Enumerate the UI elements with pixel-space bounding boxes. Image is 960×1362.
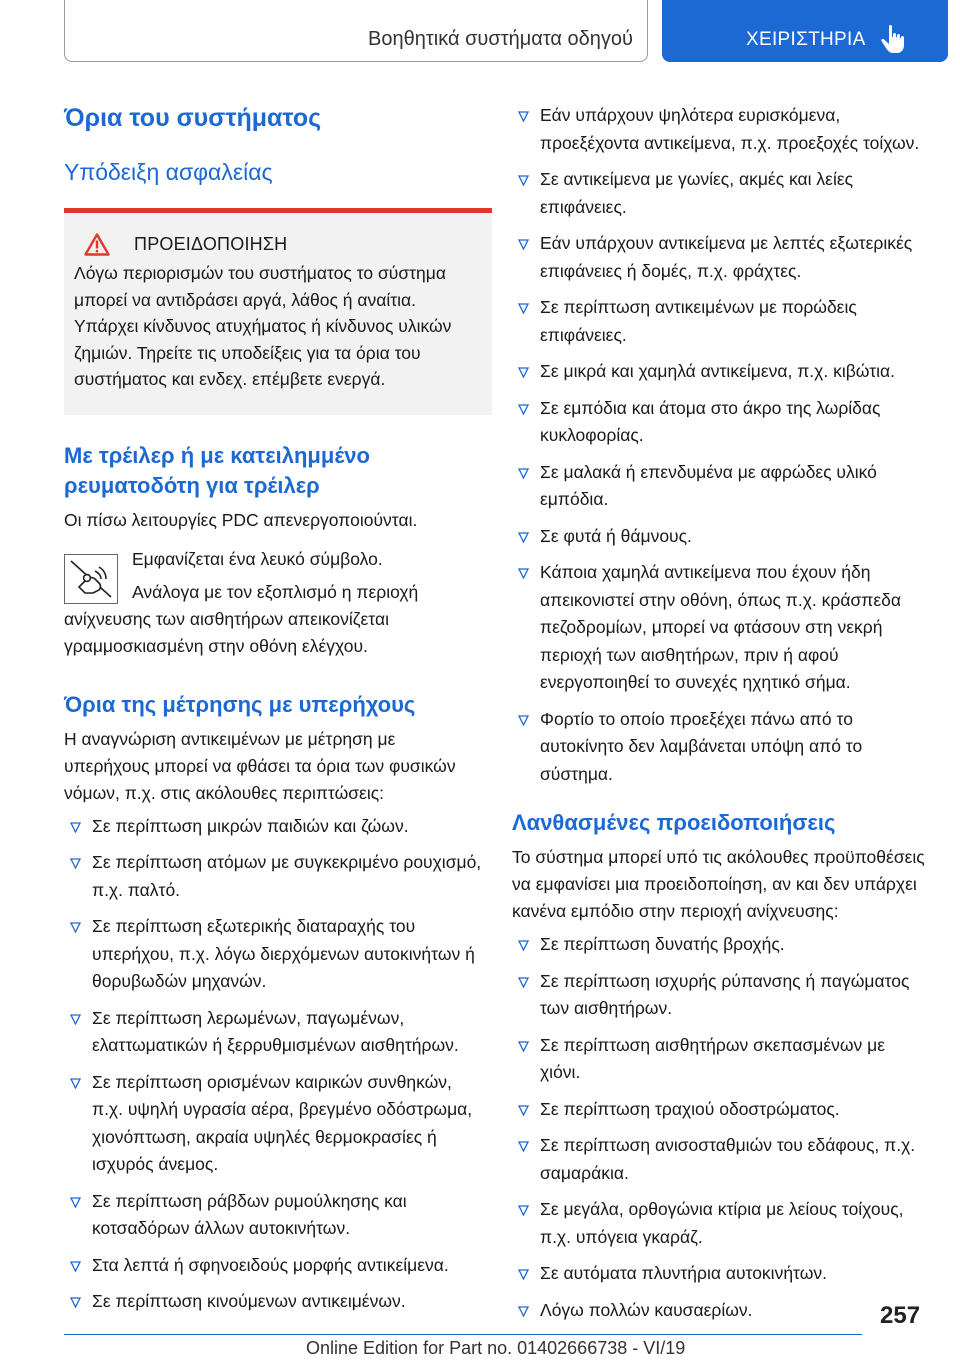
list-item <box>64 1188 482 1243</box>
ultrasound-intro: Η αναγνώριση αντικειμένων με μέτρηση με υπερήχους μπορεί να φθάσει τα όρια των φυσικών νόμων, π.χ. στις ακόλουθες περιπτώσεις: <box>64 728 456 803</box>
list-item-text: Σε αυτόματα πλυντήρια αυτοκινήτων. <box>540 1263 827 1283</box>
list-item-text: Σε φυτά ή θάμνους. <box>540 525 692 546</box>
triangle-bullet-icon <box>70 1078 81 1089</box>
list-item-text: Σε περίπτωση ισχυρής ρύπανσης ή παγώματος των αισθητήρων. <box>540 970 910 1018</box>
triangle-bullet-icon <box>70 858 81 869</box>
list-item-text: Σε μεγάλα, ορθογώνια κτίρια με λείους τοίχους, π.χ. υπόγεια γκαράζ. <box>540 1199 904 1247</box>
list-item <box>64 913 482 996</box>
triangle-bullet-icon <box>518 1205 529 1216</box>
list-item-text: Λόγω πολλών καυσαερίων. <box>540 1299 753 1320</box>
list-item-text: Σε περίπτωση ράβδων ρυμούλκησης και κοτσαδόρων άλλων αυτοκινήτων. <box>92 1190 407 1238</box>
page-number: 257 <box>880 1302 921 1329</box>
triangle-bullet-icon <box>70 822 81 833</box>
list-item <box>512 968 930 1023</box>
triangle-bullet-icon <box>70 1197 81 1208</box>
false-warnings-list <box>512 931 930 1324</box>
list-item-text: Σε περίπτωση ατόμων με συγκεκριμένο ρουχισμό, π.χ. παλτό. <box>92 852 482 900</box>
triangle-bullet-icon <box>518 532 529 543</box>
list-item <box>64 1252 482 1280</box>
list-item <box>512 1196 930 1251</box>
list-item <box>64 1005 482 1060</box>
triangle-bullet-icon <box>518 111 529 122</box>
list-item <box>512 523 930 551</box>
warning-triangle-icon <box>84 233 110 256</box>
triangle-bullet-icon <box>518 940 529 951</box>
chapter-title: Βοηθητικά συστήματα οδηγού <box>368 28 633 50</box>
chapter-header <box>64 0 648 62</box>
triangle-bullet-icon <box>518 568 529 579</box>
triangle-bullet-icon <box>70 1014 81 1025</box>
list-item-text: Σε περίπτωση εξωτερικής διαταραχής του υπερήχου, π.χ. λόγω διερχόμενων αυτοκινήτων ή θορυβωδών μηχανών. <box>92 916 475 991</box>
list-item-text: Σε περίπτωση δυνατής βροχής. <box>540 934 785 954</box>
list-item-text: Σε περίπτωση λερωμένων, παγωμένων, ελαττωματικών ή ξερρυθμισμένων αισθητήρων. <box>92 1007 459 1055</box>
section-tab-label: ΧΕΙΡΙΣΤΗΡΙΑ <box>746 29 866 50</box>
ultrasound-heading: Όρια της μέτρησης με υπερήχους <box>64 691 416 717</box>
list-item <box>512 1032 930 1087</box>
warning-title: ΠΡΟΕΙΔΟΠΟΙΗΣΗ <box>134 234 288 254</box>
list-item-text: Σε περίπτωση αντικειμένων με πορώδεις επιφάνειες. <box>540 297 857 345</box>
safety-subtitle: Υπόδειξη ασφαλείας <box>64 159 273 185</box>
list-item-text: Σε περίπτωση τραχιού οδοστρώματος. <box>540 1098 840 1119</box>
ultrasound-list <box>64 813 482 1316</box>
list-item <box>64 849 482 904</box>
section-tab[interactable] <box>662 0 948 62</box>
triangle-bullet-icon <box>518 239 529 250</box>
triangle-bullet-icon <box>518 175 529 186</box>
left-column <box>64 100 482 1325</box>
section-title: Όρια του συστήματος <box>64 104 322 132</box>
hand-pointer-icon <box>880 24 906 54</box>
trailer-intro: Οι πίσω λειτουργίες PDC απενεργοποιούνται. <box>64 509 418 530</box>
list-item <box>512 1260 930 1288</box>
list-item <box>512 1297 930 1325</box>
list-item-text: Σε μαλακά ή επενδυμένα με αφρώδες υλικό εμπόδια. <box>540 461 877 509</box>
triangle-bullet-icon <box>518 404 529 415</box>
right-column <box>512 100 930 1333</box>
warning-box <box>64 208 492 415</box>
trailer-symbol-box <box>64 554 118 604</box>
list-item-text: Φορτίο το οποίο προεξέχει πάνω από το αυτοκίνητο δεν λαμβάνεται υπόψη από το σύστημα. <box>540 708 863 784</box>
list-item <box>512 358 930 386</box>
list-item-text: Στα λεπτά ή σφηνοειδούς μορφής αντικείμενα. <box>92 1254 449 1275</box>
list-item <box>64 813 482 841</box>
footer-divider <box>64 1334 862 1335</box>
triangle-bullet-icon <box>518 1041 529 1052</box>
list-item <box>512 294 930 349</box>
list-item <box>512 230 930 285</box>
list-item-text: Εάν υπάρχουν αντικείμενα με λεπτές εξωτερικές επιφάνειες ή δομές, π.χ. φράχτες. <box>540 233 913 281</box>
list-item <box>512 102 930 157</box>
trailer-heading: Με τρέιλερ ή με κατειλημμένο ρευματοδότη για τρέιλερ <box>64 442 370 498</box>
warning-text: Λόγω περιορισμών του συστήματος το σύστημα μπορεί να αντιδράσει αργά, λάθος ή αναίτια. Υπάρχει κίνδυνος ατυχήματος ή κίνδυνος υλικών ζημιών. Τηρείτε τις υποδείξεις για τα όρια του συστήματος και ενδεχ. επέμβετε ενεργά. <box>74 263 452 389</box>
list-item <box>64 1288 482 1316</box>
triangle-bullet-icon <box>70 922 81 933</box>
trailer-symbol-line: Εμφανίζεται ένα λευκό σύμβολο. <box>132 548 383 569</box>
triangle-bullet-icon <box>70 1297 81 1308</box>
list-item-text: Σε περίπτωση ανισοσταθμιών του εδάφους, π.χ. σαμαράκια. <box>540 1135 916 1183</box>
list-item <box>512 166 930 221</box>
list-item-text: Σε εμπόδια και άτομα στο άκρο της λωρίδας κυκλοφορίας. <box>540 397 881 445</box>
trailer-symbol-row <box>64 546 482 573</box>
triangle-bullet-icon <box>518 303 529 314</box>
list-item <box>512 1132 930 1187</box>
list-item-text: Σε περίπτωση κινούμενων αντικειμένων. <box>92 1291 406 1311</box>
list-item <box>512 395 930 450</box>
list-item-text: Σε περίπτωση ορισμένων καιρικών συνθηκών, π.χ. υψηλή υγρασία αέρα, βρεγμένο οδόστρωμα, χιονόπτωση, ακραία υψηλές θερμοκρασίες ή ισχυρός άνεμος. <box>92 1071 473 1174</box>
triangle-bullet-icon <box>518 1306 529 1317</box>
triangle-bullet-icon <box>518 468 529 479</box>
list-item <box>512 931 930 959</box>
list-item-text: Κάποια χαμηλά αντικείμενα που έχουν ήδη απεικονιστεί στην οθόνη, όπως π.χ. κράσπεδα πεζοδρομίων, μπορεί να φτάσουν στη νεκρή περιοχή των αισθητήρων, πριν ή αφού ενεργοποιηθεί το συνεχές ηχητικό σήμα. <box>540 562 901 692</box>
trailer-detail: Ανάλογα με τον εξοπλισμό η περιοχή ανίχνευσης των αισθητήρων απεικονίζεται γραμμοσκιασμένη στην οθόνη ελέγχου. <box>64 581 419 656</box>
false-warnings-heading: Λανθασμένες προειδοποιήσεις <box>512 810 836 835</box>
triangle-bullet-icon <box>518 1141 529 1152</box>
list-item-text: Σε αντικείμενα με γωνίες, ακμές και λείες επιφάνειες. <box>540 169 854 217</box>
list-item-text: Σε μικρά και χαμηλά αντικείμενα, π.χ. κιβώτια. <box>540 361 895 381</box>
list-item-text: Σε περίπτωση μικρών παιδιών και ζώων. <box>92 815 409 836</box>
list-item-text: Εάν υπάρχουν ψηλότερα ευρισκόμενα, προεξέχοντα αντικείμενα, π.χ. προεξοχές τοίχων. <box>540 105 920 153</box>
list-item-text: Σε περίπτωση αισθητήρων σκεπασμένων με χιόνι. <box>540 1034 886 1082</box>
triangle-bullet-icon <box>518 1105 529 1116</box>
list-item <box>512 459 930 514</box>
triangle-bullet-icon <box>70 1261 81 1272</box>
triangle-bullet-icon <box>518 1269 529 1280</box>
triangle-bullet-icon <box>518 715 529 726</box>
object-limits-list <box>512 102 930 788</box>
list-item <box>512 706 930 789</box>
list-item <box>512 1096 930 1124</box>
triangle-bullet-icon <box>518 977 529 988</box>
triangle-bullet-icon <box>518 367 529 378</box>
list-item <box>512 559 930 697</box>
list-item <box>64 1069 482 1179</box>
trailer-hitch-icon <box>65 555 117 603</box>
footer-edition: Online Edition for Part no. 01402666738 - VI/19 <box>306 1338 686 1358</box>
false-warnings-intro: Το σύστημα μπορεί υπό τις ακόλουθες προϋποθέσεις να εμφανίσει μια προειδοποίηση, αν και δεν υπάρχει κανένα εμπόδιο στην περιοχή ανίχνευσης: <box>512 847 925 921</box>
